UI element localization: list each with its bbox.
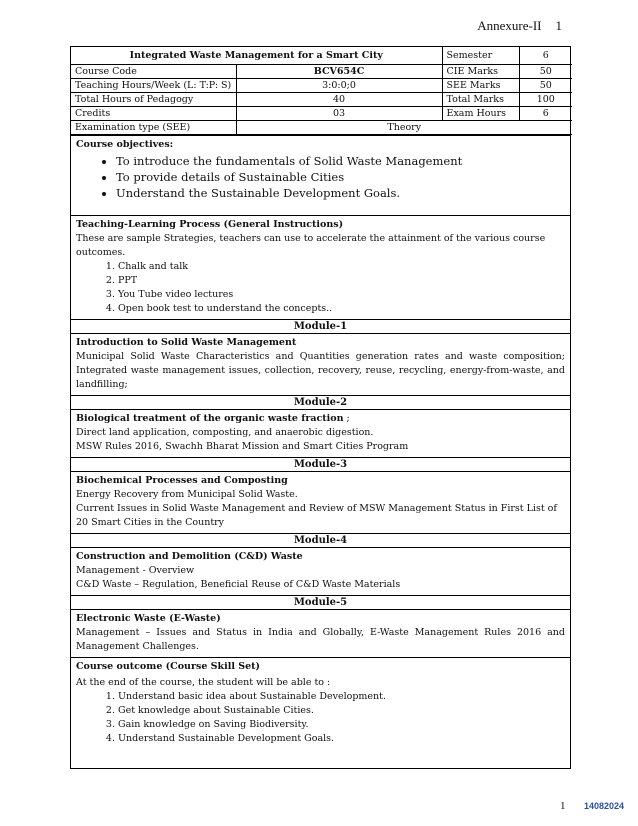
row-key: SEE Marks bbox=[442, 79, 519, 93]
module-5-body bbox=[71, 609, 570, 657]
table-row bbox=[71, 121, 572, 135]
table-row bbox=[71, 65, 572, 79]
module-4-body bbox=[71, 547, 570, 595]
list-item: 1. Chalk and talk bbox=[118, 260, 565, 274]
list-item: 3. You Tube video lectures bbox=[118, 288, 565, 302]
list-item: 3. Gain knowledge on Saving Biodiversity. bbox=[118, 718, 565, 732]
module-text: Management - Overview bbox=[76, 565, 195, 576]
row-label: Teaching Hours/Week (L: T:P: S) bbox=[71, 79, 236, 93]
row-label: Course Code bbox=[71, 65, 236, 79]
module-3-title: Module-3 bbox=[71, 457, 570, 471]
list-item: 1. Understand basic idea about Sustainable Development. bbox=[118, 690, 565, 704]
list-item: • Understand the Sustainable Development Goals. bbox=[116, 185, 565, 201]
module-text: MSW Rules 2016, Swachh Bharat Mission and Smart Cities Program bbox=[76, 441, 409, 452]
list-item: • To introduce the fundamentals of Solid Waste Management bbox=[116, 153, 565, 169]
module-heading: Electronic Waste (E-Waste) bbox=[76, 613, 221, 624]
table-row bbox=[71, 93, 572, 107]
objectives-list bbox=[76, 153, 565, 201]
row-value: 3:0:0;0 bbox=[236, 79, 442, 93]
row-label: Total Hours of Pedagogy bbox=[71, 93, 236, 107]
objectives-section bbox=[71, 135, 570, 215]
row-label: Credits bbox=[71, 107, 236, 121]
table-row bbox=[71, 107, 572, 121]
row-value: 40 bbox=[236, 93, 442, 107]
outcomes-intro: At the end of the course, the student will be able to : bbox=[76, 677, 331, 688]
module-2-title: Module-2 bbox=[71, 395, 570, 409]
course-title: Integrated Waste Management for a Smart City bbox=[71, 47, 442, 65]
list-item: • To provide details of Sustainable Cities bbox=[116, 169, 565, 185]
module-1-title: Module-1 bbox=[71, 319, 570, 333]
module-2-body bbox=[71, 409, 570, 457]
module-heading-suffix: ; bbox=[343, 413, 350, 424]
row-val: 100 bbox=[519, 93, 572, 107]
module-1-body bbox=[71, 333, 570, 395]
list-item: 2. Get knowledge about Sustainable Cities. bbox=[118, 704, 565, 718]
module-4-title: Module-4 bbox=[71, 533, 570, 547]
footer-page-number: 1 bbox=[560, 800, 566, 812]
row-key: CIE Marks bbox=[442, 65, 519, 79]
list-item: 2. PPT bbox=[118, 274, 565, 288]
outcomes-list bbox=[76, 690, 565, 746]
annexure-label bbox=[477, 18, 562, 34]
teaching-section bbox=[71, 215, 570, 319]
module-heading: Biochemical Processes and Composting bbox=[76, 475, 288, 486]
module-text: Management – Issues and Status in India and Globally, E-Waste Management Rules 2016 and Management Challenges. bbox=[76, 627, 565, 652]
list-item: 4. Understand Sustainable Development Goals. bbox=[118, 732, 565, 746]
row-key: Total Marks bbox=[442, 93, 519, 107]
module-3-body bbox=[71, 471, 570, 533]
teaching-heading: Teaching-Learning Process (General Instructions) bbox=[76, 219, 344, 230]
footer-doc-id: 14082024 bbox=[584, 801, 625, 811]
module-heading: Introduction to Solid Waste Management bbox=[76, 337, 297, 348]
course-code-value: BCV654C bbox=[236, 65, 442, 79]
annexure-text: Annexure-II bbox=[477, 18, 542, 33]
module-text: Energy Recovery from Municipal Solid Waste. bbox=[76, 489, 298, 500]
teaching-list bbox=[76, 260, 565, 316]
row-val: 50 bbox=[519, 65, 572, 79]
module-text: C&D Waste – Regulation, Beneficial Reuse of C&D Waste Materials bbox=[76, 579, 401, 590]
outcomes-heading: Course outcome (Course Skill Set) bbox=[76, 661, 261, 672]
module-text: Municipal Solid Waste Characteristics and Quantities generation rates and waste composition; Integrated waste management issues, collection, recovery, reuse, recycling, energy-from-waste, and landfilling; bbox=[76, 351, 565, 390]
objectives-heading: Course objectives: bbox=[76, 139, 174, 150]
course-header-table bbox=[71, 47, 572, 135]
semester-label: Semester bbox=[442, 47, 519, 65]
syllabus-document bbox=[70, 46, 571, 769]
list-item: 4. Open book test to understand the concepts.. bbox=[118, 302, 565, 316]
module-heading: Construction and Demolition (C&D) Waste bbox=[76, 551, 303, 562]
module-text: Direct land application, composting, and anaerobic digestion. bbox=[76, 427, 374, 438]
module-heading: Biological treatment of the organic waste fraction bbox=[76, 413, 344, 424]
module-5-title: Module-5 bbox=[71, 595, 570, 609]
teaching-intro: These are sample Strategies, teachers can use to accelerate the attainment of the various course outcomes. bbox=[76, 233, 546, 258]
row-value: 03 bbox=[236, 107, 442, 121]
row-val: 6 bbox=[519, 107, 572, 121]
row-key: Exam Hours bbox=[442, 107, 519, 121]
exam-type-value: Theory bbox=[236, 121, 572, 135]
outcomes-section bbox=[71, 657, 570, 768]
module-text: Current Issues in Solid Waste Management and Review of MSW Management Status in First List of 20 Smart Cities in the Country bbox=[76, 503, 557, 528]
semester-value: 6 bbox=[519, 47, 572, 65]
annexure-page: 1 bbox=[555, 18, 562, 33]
row-val: 50 bbox=[519, 79, 572, 93]
table-row bbox=[71, 79, 572, 93]
exam-type-label: Examination type (SEE) bbox=[71, 121, 236, 135]
